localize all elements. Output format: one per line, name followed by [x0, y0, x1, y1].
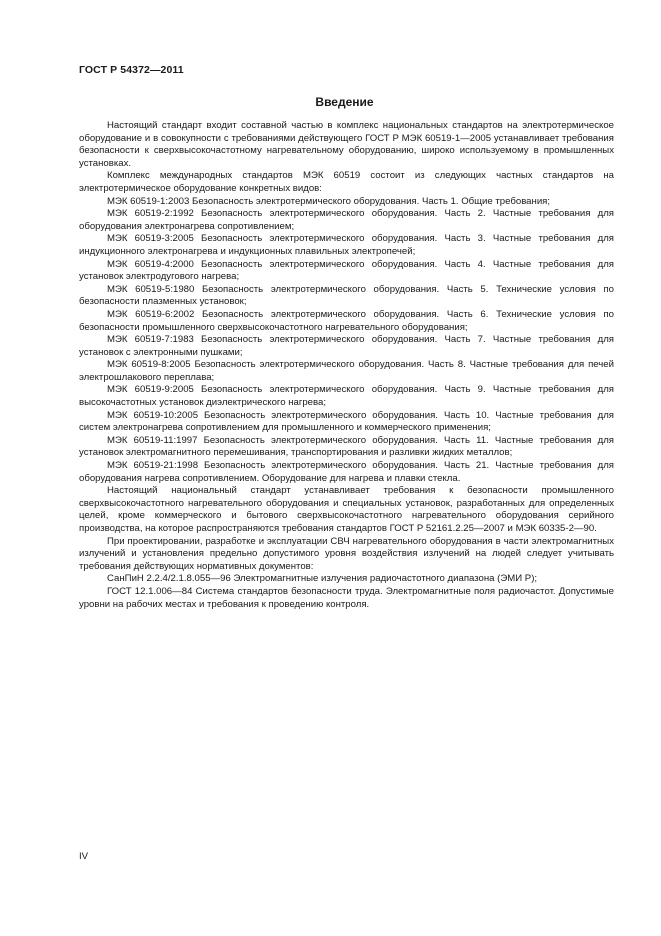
- paragraph: МЭК 60519-4:2000 Безопасность электротермического оборудования. Часть 4. Частные требования для установок электродугового нагрева;: [79, 258, 614, 283]
- paragraph: Настоящий национальный стандарт устанавливает требования к безопасности промышленного сверхвысокочастотного нагревательного оборудования и специальных установок, разработанных для определенных целей, кроме коммерческого и бытового сверхвысокочастотного нагревательного оборудования серийного производства, на которое распространяются требования стандартов ГОСТ Р 52161.2.25—2007 и МЭК 60335-2—90.: [79, 485, 614, 534]
- paragraph: МЭК 60519-6:2002 Безопасность электротермического оборудования. Часть 6. Технические условия по безопасности промышленного сверхвысокочастотного нагревательного оборудования;: [79, 308, 614, 333]
- paragraph: МЭК 60519-5:1980 Безопасность электротермического оборудования. Часть 5. Технические условия по безопасности плазменных установок;: [79, 283, 614, 308]
- paragraph: МЭК 60519-1:2003 Безопасность электротермического оборудования. Часть 1. Общие требования;: [107, 195, 551, 207]
- paragraph: МЭК 60519-10:2005 Безопасность электротермического оборудования. Часть 10. Частные требования для систем электронагрева сопротивлением для промышленного и коммерческого применения;: [79, 409, 614, 434]
- paragraph: Настоящий стандарт входит составной частью в комплекс национальных стандартов на электротермическое оборудование и в совокупности с требованиями действующего ГОСТ Р МЭК 60519-1—2005 устанавливает требования безопасности к сверхвысокочастотному нагревательному оборудованию, широко используемому в промышленных установках.: [79, 120, 614, 169]
- paragraph: Комплекс международных стандартов МЭК 60519 состоит из следующих частных стандартов на электротермическое оборудование конкретных видов:: [79, 170, 614, 194]
- paragraph: СанПиН 2.2.4/2.1.8.055—96 Электромагнитные излучения радиочастотного диапазона (ЭМИ Р);: [107, 573, 538, 585]
- paragraph: МЭК 60519-21:1998 Безопасность электротермического оборудования. Часть 21. Частные требования для оборудования нагрева сопротивлением. Оборудование для нагрева и плавки стекла.: [79, 460, 614, 484]
- paragraph: ГОСТ 12.1.006—84 Система стандартов безопасности труда. Электромагнитные поля радиочастот. Допустимые уровни на рабочих местах и требования к проведению контроля.: [79, 585, 614, 610]
- paragraph: МЭК 60519-11:1997 Безопасность электротермического оборудования. Часть 11. Частные требования для установок электромагнитного перемешивания, транспортирования и разливки жидких металлов;: [79, 434, 614, 459]
- page-number: IV: [79, 851, 89, 862]
- section-title: Введение: [315, 95, 374, 109]
- paragraph: МЭК 60519-7:1983 Безопасность электротермического оборудования. Часть 7. Частные требования для установок с электронными пушками;: [79, 334, 614, 358]
- paragraph: При проектировании, разработке и эксплуатации СВЧ нагревательного оборудования в части электромагнитных излучений и установления предельно допустимого уровня воздействия излучений на людей следует учитывать требования действующих нормативных документов:: [79, 535, 614, 572]
- paragraph: МЭК 60519-3:2005 Безопасность электротермического оборудования. Часть 3. Частные требования для индукционного электронагрева и индукционных плавильных электропечей;: [79, 233, 614, 257]
- document-header: ГОСТ Р 54372—2011: [79, 64, 184, 76]
- paragraph: МЭК 60519-9:2005 Безопасность электротермического оборудования. Часть 9. Частные требования для высокочастотных установок диэлектрического нагрева;: [79, 384, 614, 409]
- body-text: [79, 120, 614, 611]
- paragraph: МЭК 60519-2:1992 Безопасность электротермического оборудования. Часть 2. Частные требования для оборудования электронагрева сопротивлением;: [79, 208, 614, 232]
- paragraph: МЭК 60519-8:2005 Безопасность электротермического оборудования. Часть 8. Частные требования для печей электрошлакового переплава;: [79, 359, 614, 383]
